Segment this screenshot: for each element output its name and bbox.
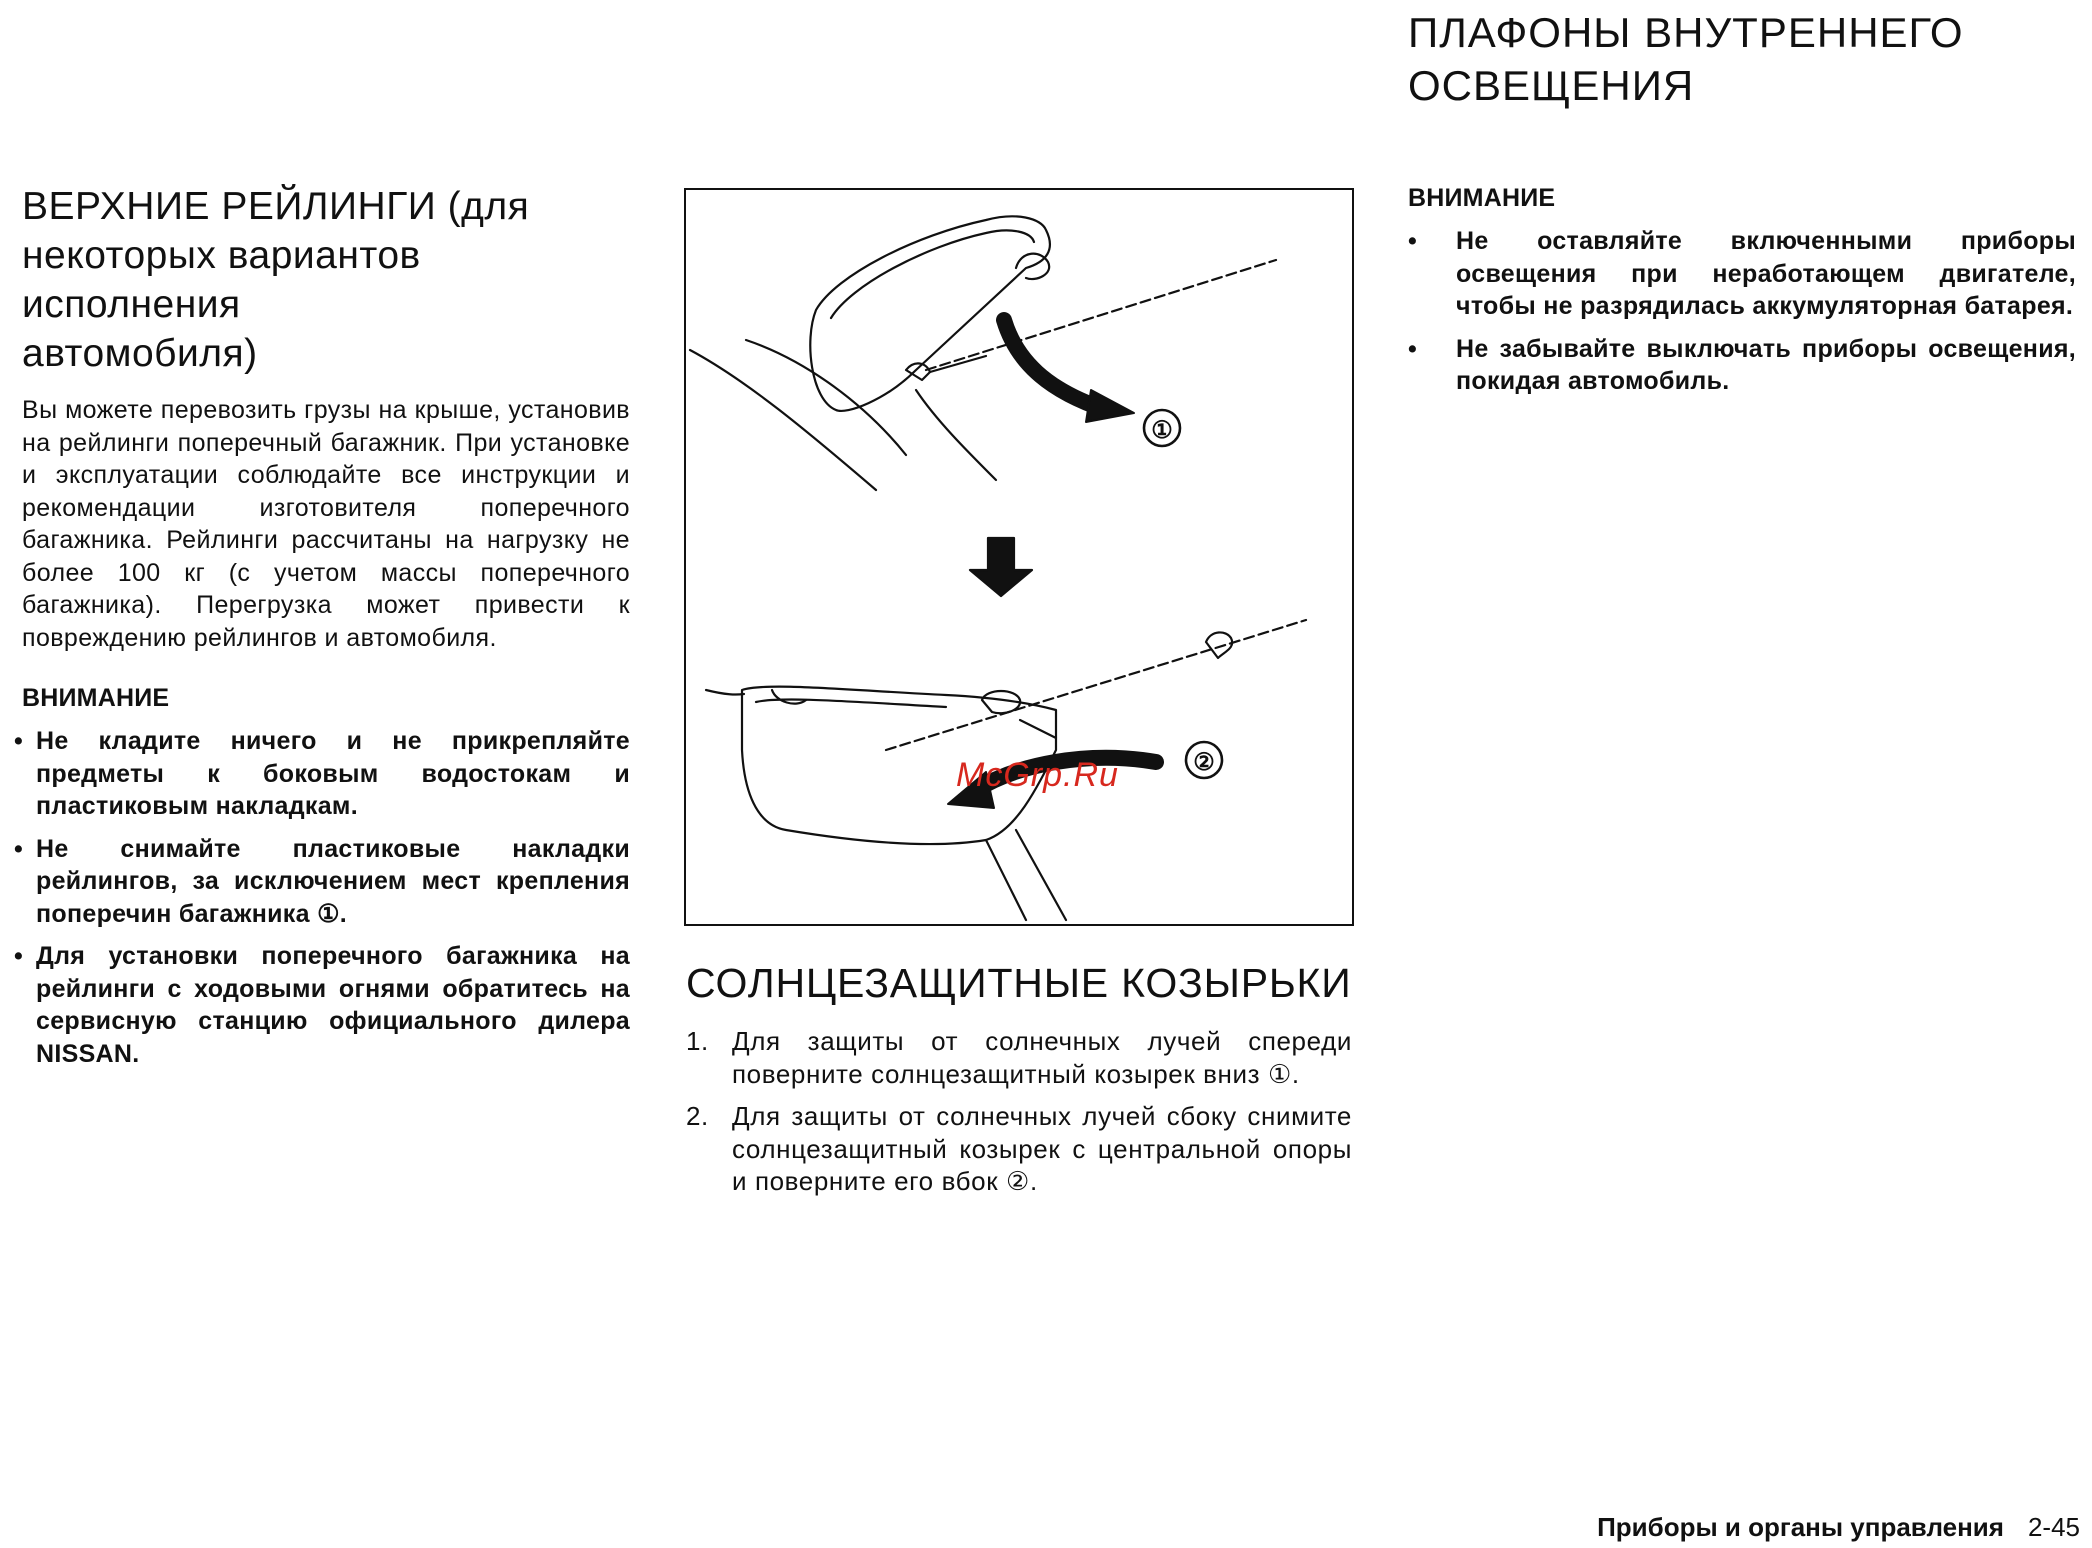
callout-1-label: ① — [1151, 417, 1173, 444]
roof-rails-warning-item: • Не снимайте пластиковые накладки рейлингов, за исключением мест крепления поперечин багажника ①. — [22, 833, 630, 931]
roof-rails-heading-line-2: некоторых вариантов исполнения — [22, 234, 421, 326]
interior-lights-warning-item: • Не забывайте выключать приборы освещения, покидая автомобиль. — [1408, 333, 2076, 398]
watermark: McGrp.Ru — [956, 756, 1119, 794]
headliner-line-upper — [690, 350, 876, 490]
roof-rails-heading-line-1: ВЕРХНИЕ РЕЙЛИНГИ (для — [22, 185, 530, 228]
roof-rails-warning-item: • Для установки поперечного багажника на рейлинги с ходовыми огнями обратитесь на сервисную станцию официального дилера NISSAN. — [22, 940, 630, 1070]
step-text: Для защиты от солнечных лучей сбоку снимите солнцезащитный козырек с центральной опоры и поверните его вбок ②. — [732, 1101, 1352, 1196]
roof-rails-warning-list — [22, 725, 630, 1070]
pillar-line-1 — [986, 840, 1026, 920]
dome-clip-icon — [1206, 632, 1232, 658]
roof-edge-line — [926, 260, 1276, 370]
headliner-line-upper-2 — [746, 340, 906, 455]
headliner-lower — [916, 390, 996, 480]
interior-lights-heading-line-1: ПЛАФОНЫ ВНУТРЕННЕГО — [1408, 9, 1964, 56]
rotation-arrow-1-head — [1086, 390, 1134, 422]
visor-rod-lower — [1020, 720, 1056, 738]
roof-rails-warning-title: ВНИМАНИЕ — [22, 684, 170, 712]
sun-visor-step — [686, 1025, 1352, 1090]
sun-visors-section — [686, 960, 1352, 1208]
trim-line — [706, 690, 744, 695]
visor-rod-upper — [930, 356, 986, 372]
roof-rails-warning-item: • Не кладите ничего и не прикрепляйте предметы к боковым водостокам и пластиковым накладкам. — [22, 725, 630, 823]
visor-lower-tab — [772, 690, 806, 704]
interior-lights-warning-title: ВНИМАНИЕ — [1408, 184, 1556, 212]
roof-rails-body: Вы можете перевозить грузы на крыше, установив на рейлинги поперечный багажник. При установке и эксплуатации соблюдайте все инструкции и рекомендации изготовителя поперечного багажника. Рейлинги рассчитаны на нагрузку не более 100 кг (с учетом массы поперечного багажника). Перегрузка может привести к повреждению рейлингов и автомобиля. — [22, 396, 630, 652]
interior-lights-section — [1408, 6, 2076, 408]
step-text: Для защиты от солнечных лучей спереди поверните солнцезащитный козырек вниз ①. — [732, 1026, 1352, 1089]
interior-lights-heading — [1408, 6, 2076, 112]
sun-visors-heading: СОЛНЦЕЗАЩИТНЫЕ КОЗЫРЬКИ — [686, 960, 1352, 1006]
roof-rails-section — [22, 182, 630, 1080]
pillar-line-2 — [1016, 830, 1066, 920]
interior-lights-warning-list — [1408, 225, 2076, 398]
footer-section-title: Приборы и органы управления — [1597, 1512, 2004, 1542]
sun-visor-drawing — [686, 190, 1352, 924]
step-number: 2. — [686, 1101, 709, 1131]
visor-upper-body — [810, 216, 1050, 411]
callout-2-label: ② — [1193, 749, 1215, 776]
step-number: 1. — [686, 1026, 709, 1056]
transition-down-arrow — [970, 538, 1032, 596]
interior-lights-heading-line-2: ОСВЕЩЕНИЯ — [1408, 62, 1695, 109]
page-number: 2-45 — [2027, 1512, 2080, 1542]
visor-upper-inner — [831, 230, 1034, 318]
roof-rails-heading — [22, 182, 630, 378]
sun-visors-steps — [686, 1025, 1352, 1198]
sun-visor-illustration — [684, 188, 1354, 926]
interior-lights-warning-item: • Не оставляйте включенными приборы освещения при неработающем двигателе, чтобы не разрядилась аккумуляторная батарея. — [1408, 225, 2076, 323]
roof-edge-line-lower — [886, 620, 1306, 750]
sun-visor-step — [686, 1100, 1352, 1198]
roof-rails-heading-line-3: автомобиля) — [22, 332, 258, 375]
page-footer — [1580, 1512, 2080, 1543]
